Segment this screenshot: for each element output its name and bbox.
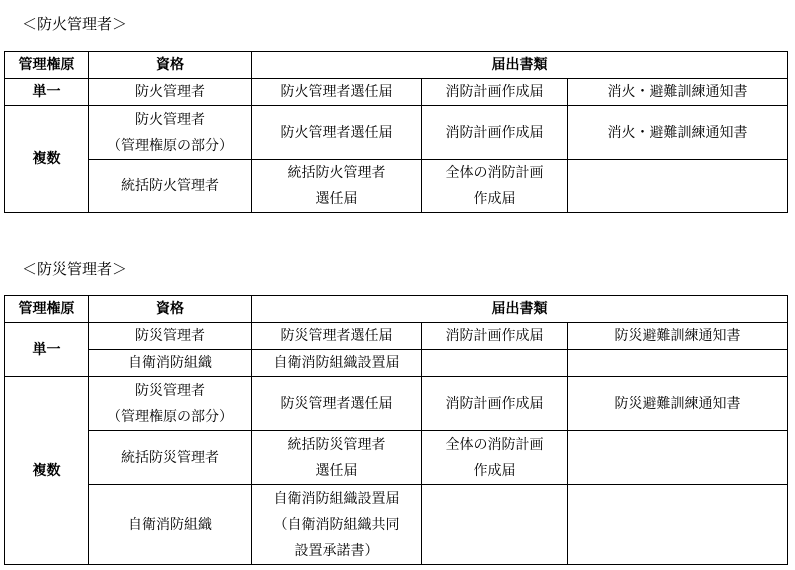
document-cell: [568, 106, 788, 160]
qualification-cell: [89, 485, 252, 565]
document-cell: [568, 485, 788, 565]
document-cell: [252, 106, 422, 160]
cell-text-line: 自衛消防組織: [128, 516, 212, 533]
document-cell: [568, 431, 788, 485]
fire-manager-table: [4, 51, 788, 213]
qualification-cell: [89, 377, 252, 431]
table-row: [5, 160, 788, 213]
cell-text-line: 防災管理者選任届: [280, 395, 393, 412]
cell-text-line: （管理権原の部分）: [107, 408, 233, 425]
cell-text-line: 防火管理者選任届: [280, 124, 393, 141]
cell-text-line: 防災管理者: [135, 382, 205, 399]
cell-text-line: 消防計画作成届: [445, 84, 544, 100]
cell-text-line: 統括防災管理者: [121, 449, 219, 466]
cell-text-line: 統括防災管理者: [287, 436, 386, 453]
document-cell: [422, 431, 568, 485]
table-row: [5, 323, 788, 350]
cell-text-line: 全体の消防計画: [445, 436, 544, 453]
document-cell: [568, 160, 788, 213]
cell-text-line: 設置承諾書）: [294, 542, 379, 559]
header-authority: 管理権原: [5, 52, 89, 79]
header-documents: 届出書類: [252, 296, 788, 323]
header-qualification: 資格: [89, 296, 252, 323]
cell-text-line: 消防計画作成届: [445, 395, 544, 412]
table-row: [5, 79, 788, 106]
cell-text-line: 統括防火管理者: [287, 165, 386, 181]
cell-text-line: 防災管理者選任届: [280, 328, 393, 344]
cell-text-line: 統括防火管理者: [121, 178, 219, 194]
qualification-cell: [89, 79, 252, 106]
cell-text-line: （管理権原の部分）: [107, 137, 233, 154]
document-cell: [568, 79, 788, 106]
document-cell: [422, 377, 568, 431]
table-row: [5, 485, 788, 565]
document-cell: [252, 323, 422, 350]
document-cell: [422, 79, 568, 106]
cell-text-line: 自衛消防組織設置届: [273, 490, 400, 507]
document-cell: [422, 323, 568, 350]
document-cell: [568, 323, 788, 350]
authority-single: 単一: [5, 79, 89, 106]
document-cell: [568, 350, 788, 377]
document-cell: [252, 79, 422, 106]
authority-multiple: 複数: [5, 377, 89, 565]
cell-text-line: 消防計画作成届: [445, 124, 544, 141]
document-cell: [422, 350, 568, 377]
qualification-cell: [89, 106, 252, 160]
authority-single: 単一: [5, 323, 89, 377]
document-cell: [252, 485, 422, 565]
document-cell: [252, 431, 422, 485]
cell-text-line: 消防計画作成届: [445, 328, 544, 344]
cell-text-line: 消火・避難訓練通知書: [607, 124, 748, 141]
table-row: [5, 350, 788, 377]
authority-multiple: 複数: [5, 106, 89, 213]
document-cell: [252, 350, 422, 377]
disaster-manager-heading: ＜防災管理者＞: [22, 260, 128, 278]
cell-text-line: 作成届: [473, 191, 516, 207]
table-row: [5, 377, 788, 431]
document-cell: [422, 106, 568, 160]
header-qualification: 資格: [89, 52, 252, 79]
document-cell: [252, 377, 422, 431]
document-cell: [422, 160, 568, 213]
table-row: [5, 106, 788, 160]
cell-text-line: 全体の消防計画: [445, 165, 544, 181]
cell-text-line: 自衛消防組織: [128, 355, 212, 371]
fire-manager-heading: ＜防火管理者＞: [22, 15, 128, 33]
document-cell: [422, 485, 568, 565]
cell-text-line: 防火管理者: [135, 84, 205, 100]
qualification-cell: [89, 431, 252, 485]
qualification-cell: [89, 350, 252, 377]
document-cell: [568, 377, 788, 431]
cell-text-line: 作成届: [473, 462, 516, 479]
qualification-cell: [89, 160, 252, 213]
table-row: [5, 431, 788, 485]
cell-text-line: 防災管理者: [135, 328, 205, 344]
cell-text-line: 消火・避難訓練通知書: [607, 84, 748, 100]
disaster-manager-table: [4, 295, 788, 565]
cell-text-line: 防火管理者選任届: [280, 84, 393, 100]
header-documents: 届出書類: [252, 52, 788, 79]
qualification-cell: [89, 323, 252, 350]
cell-text-line: 防災避難訓練通知書: [614, 395, 741, 412]
cell-text-line: （自衛消防組織共同: [273, 516, 400, 533]
cell-text-line: 防火管理者: [135, 111, 205, 128]
cell-text-line: 選任届: [315, 191, 358, 207]
table-header-row: [5, 52, 788, 79]
cell-text-line: 選任届: [315, 462, 358, 479]
header-authority: 管理権原: [5, 296, 89, 323]
table-header-row: [5, 296, 788, 323]
cell-text-line: 防災避難訓練通知書: [614, 328, 741, 344]
document-cell: [252, 160, 422, 213]
cell-text-line: 自衛消防組織設置届: [273, 355, 400, 371]
